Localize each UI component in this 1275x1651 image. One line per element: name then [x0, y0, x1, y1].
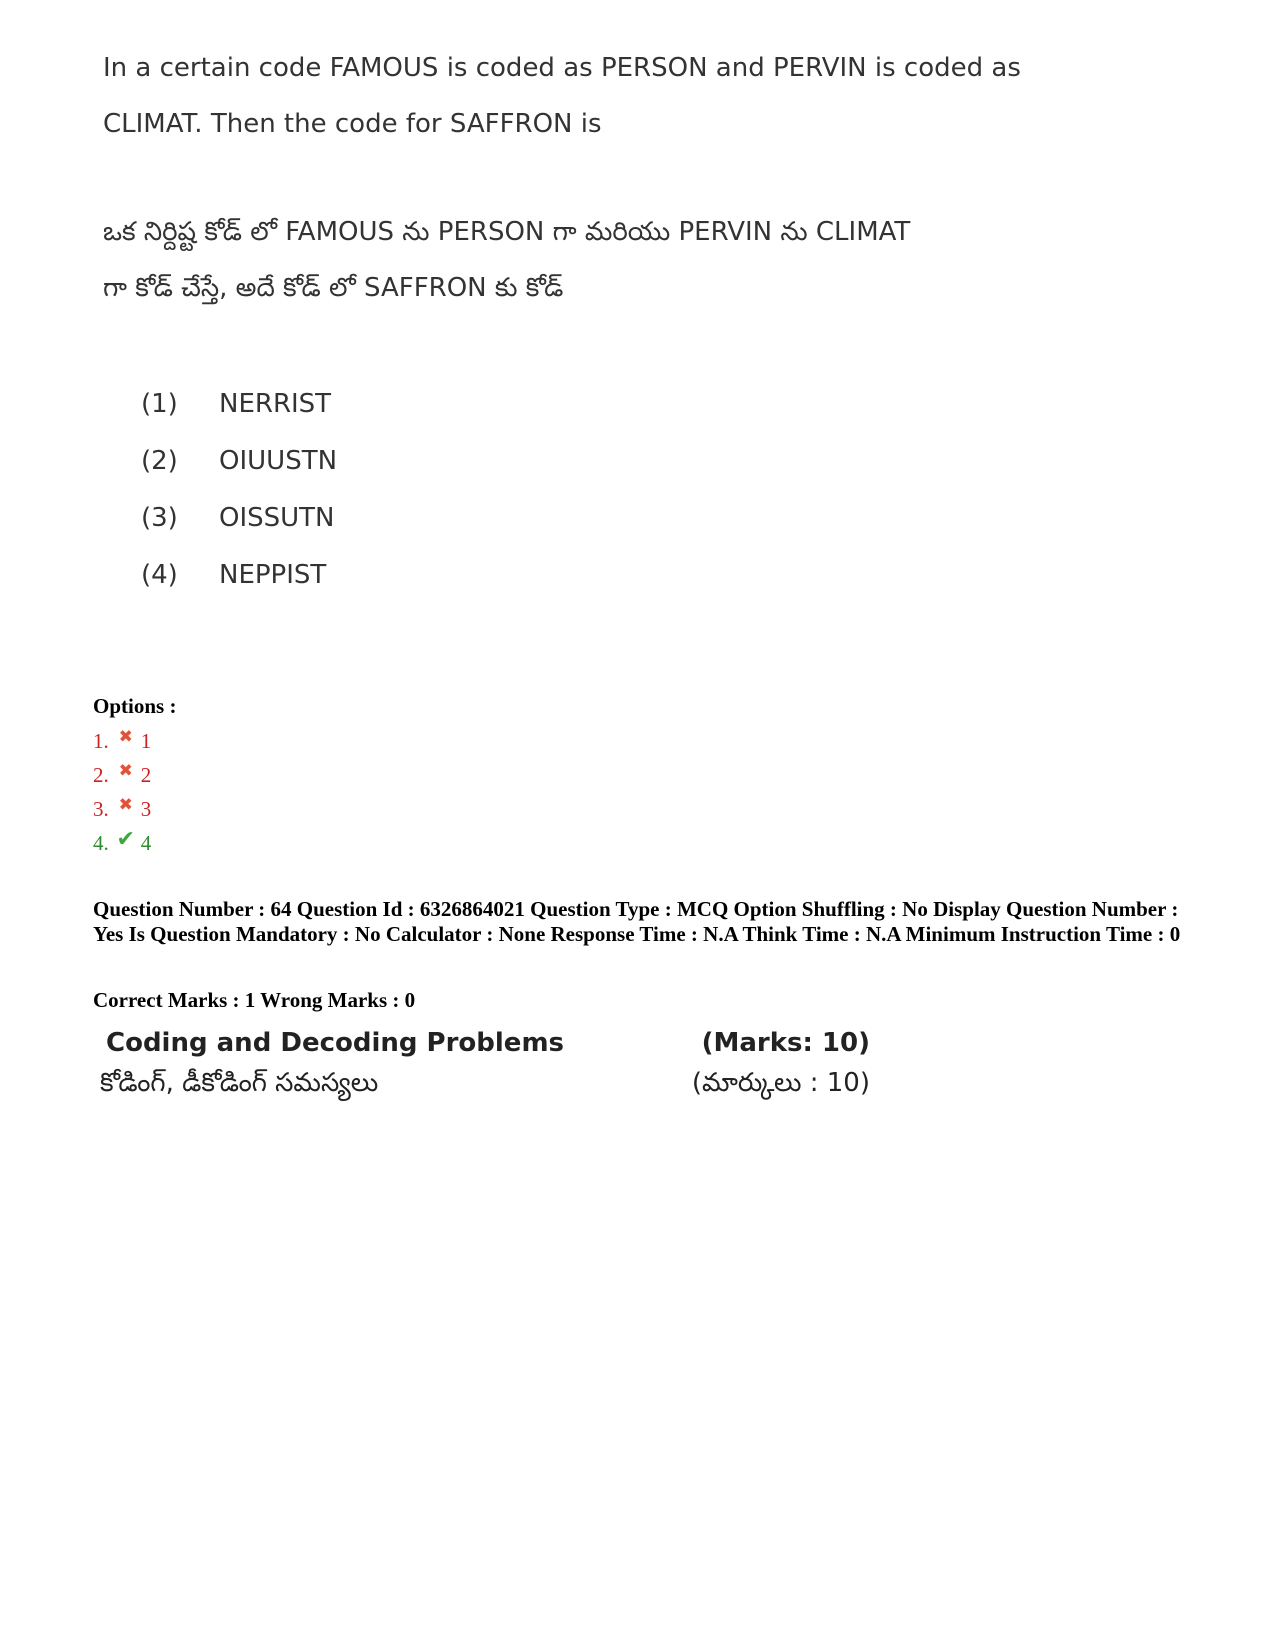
- answer-index: 4.: [93, 831, 109, 855]
- cross-icon: ✖: [118, 795, 133, 814]
- choice-list: [141, 388, 1063, 616]
- question-image: [103, 52, 1063, 616]
- question-telugu-line-2: గా కోడ్ చేస్తే, అదే కోడ్ లో SAFFRON కు కోడ్: [103, 273, 564, 303]
- choice-number: (2): [141, 446, 178, 476]
- cross-icon: ✖: [118, 727, 133, 746]
- choice-item: [141, 445, 1063, 502]
- question-meta: Question Number : 64 Question Id : 6326864021 Question Type : MCQ Option Shuffling : No Display Question Number : Yes Is Question Mandatory : No Calculator : None Response Time : N.A Think Time : N.A Minimum Instruction Time : 0: [93, 897, 1181, 946]
- choice-number: (1): [141, 389, 178, 419]
- question-english-line-2: CLIMAT. Then the code for SAFFRON is: [103, 109, 602, 139]
- choice-number: (3): [141, 503, 178, 533]
- choice-number: (4): [141, 560, 178, 590]
- answer-list: [93, 726, 151, 862]
- answer-value: 4: [140, 831, 152, 855]
- answer-option: [93, 828, 151, 862]
- section-title-telugu: కోడింగ్, డీకోడింగ్ సమస్యలు: [100, 1068, 379, 1098]
- section-header: [100, 1024, 880, 1104]
- question-telugu-line-1: ఒక నిర్దిష్ట కోడ్ లో FAMOUS ను PERSON గా మరియు PERVIN ను CLIMAT: [103, 217, 911, 247]
- choice-item: [141, 502, 1063, 559]
- answer-option: [93, 760, 151, 794]
- choice-text: OISSUTN: [219, 503, 335, 533]
- answer-index: 1.: [93, 729, 109, 753]
- marks-line: Correct Marks : 1 Wrong Marks : 0: [93, 988, 416, 1012]
- question-english-line-1: In a certain code FAMOUS is coded as PERSON and PERVIN is coded as: [103, 53, 1021, 83]
- choice-text: OIUUSTN: [219, 446, 338, 476]
- section-marks-telugu: (మార్కులు : 10): [691, 1068, 870, 1098]
- answer-index: 2.: [93, 763, 109, 787]
- section-title: Coding and Decoding Problems: [106, 1028, 565, 1058]
- choice-item: [141, 388, 1063, 445]
- options-heading: Options :: [93, 694, 177, 718]
- choice-text: NERRIST: [219, 389, 332, 419]
- answer-option: [93, 726, 151, 760]
- answer-value: 1: [140, 729, 152, 753]
- answer-value: 3: [140, 797, 152, 821]
- choice-text: NEPPIST: [219, 560, 327, 590]
- cross-icon: ✖: [118, 761, 133, 780]
- check-icon: ✔: [116, 826, 135, 851]
- answer-value: 2: [140, 763, 152, 787]
- answer-option: [93, 794, 151, 828]
- section-marks: (Marks: 10): [701, 1028, 870, 1058]
- answer-index: 3.: [93, 797, 109, 821]
- choice-item: [141, 559, 1063, 616]
